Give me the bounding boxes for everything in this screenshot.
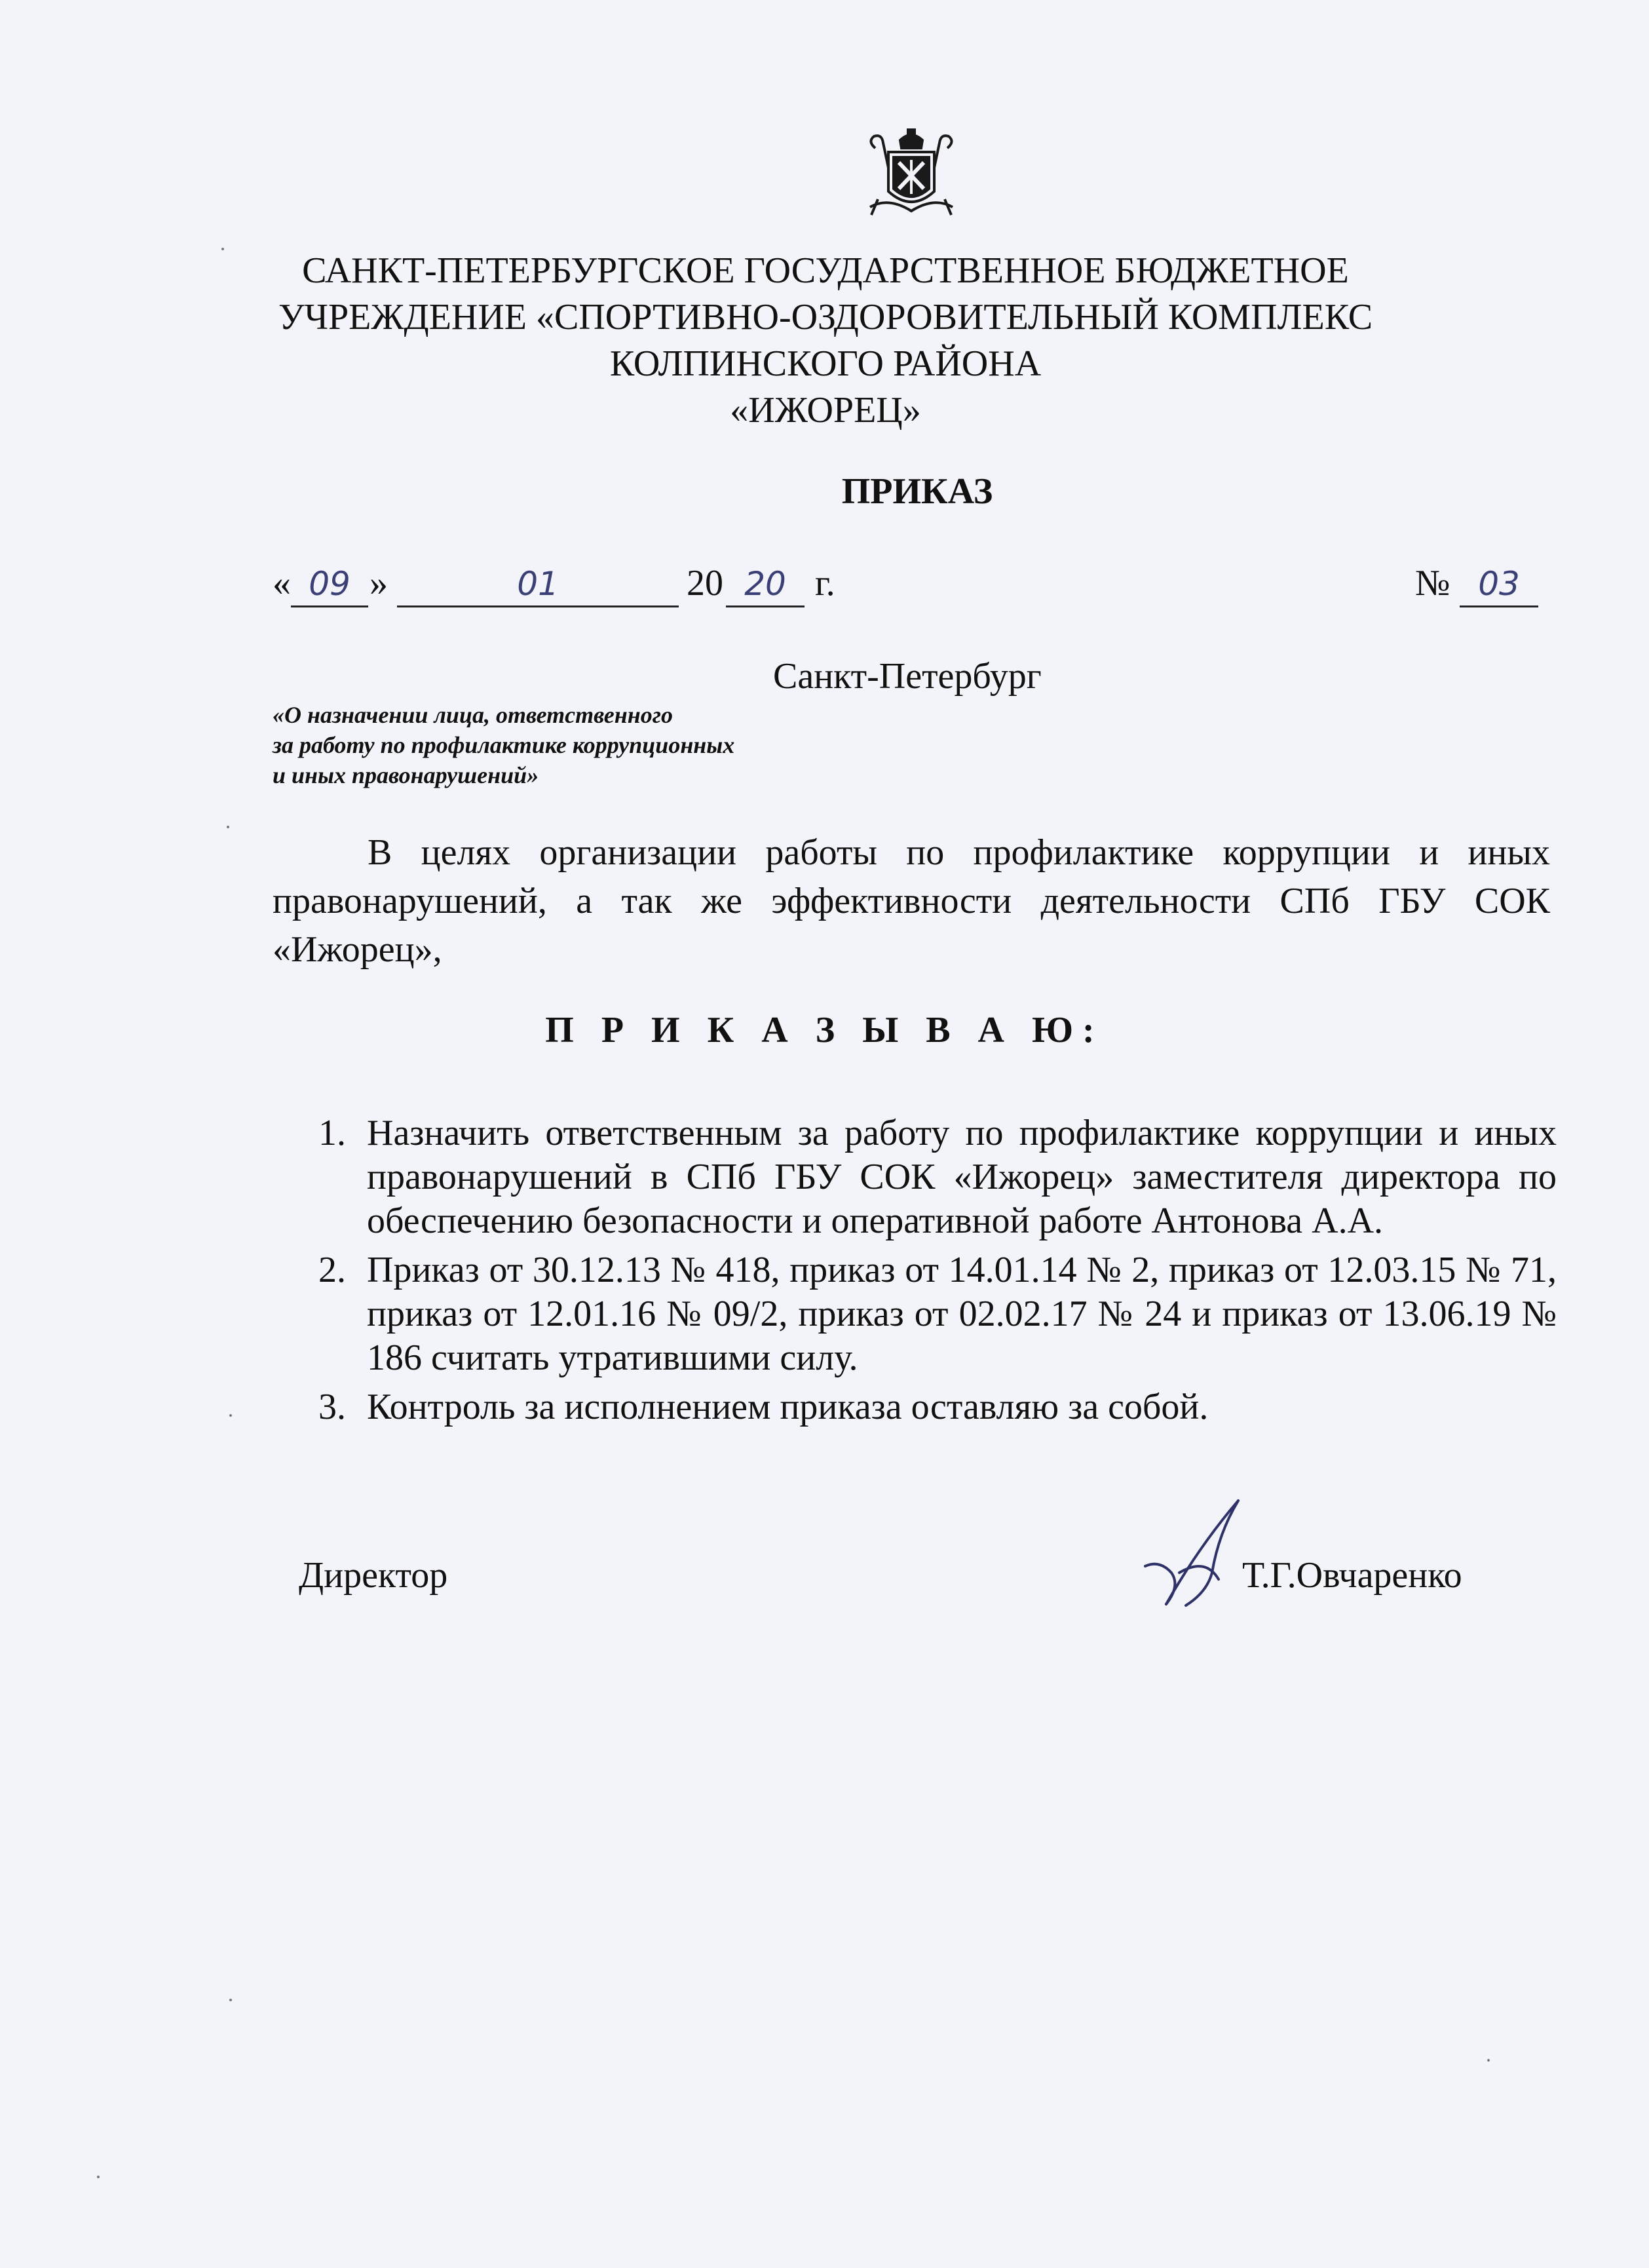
order-directive: П Р И К А З Ы В А Ю:	[545, 1010, 1104, 1050]
scan-speck	[229, 1414, 232, 1417]
coat-of-arms-emblem	[862, 128, 960, 220]
city: Санкт-Петербург	[773, 656, 1042, 697]
scan-speck	[221, 248, 224, 250]
scan-speck	[97, 2176, 100, 2178]
organization-name	[249, 248, 1402, 434]
date-year-prefix: 20	[687, 563, 723, 604]
date-year-field	[726, 562, 805, 607]
item-number: 1.	[318, 1113, 346, 1153]
order-items-list	[318, 1111, 1557, 1434]
scan-speck	[229, 1999, 232, 2001]
date-day-field	[291, 562, 368, 607]
date-year-suffix: 20	[744, 565, 786, 603]
item-text: Приказ от 30.12.13 № 418, приказ от 14.01.14 № 2, приказ от 12.03.15 № 71, приказ от 12.01.16 № 09/2, приказ от 02.02.17 № 24 и приказ от 13.06.19 № 186 считать утратившими силу.	[367, 1250, 1557, 1378]
date-open-quote: «	[273, 563, 291, 604]
date-year-unit: г.	[815, 563, 835, 604]
org-line: «ИЖОРЕЦ»	[730, 390, 921, 431]
order-number-field	[1460, 562, 1538, 607]
order-number: 03	[1478, 565, 1520, 603]
subject-line: за работу по профилактике коррупционных	[273, 732, 735, 758]
date-month-field	[397, 562, 679, 607]
date-number-line	[273, 562, 1544, 615]
scan-speck	[227, 826, 229, 828]
date-day: 09	[309, 565, 351, 603]
org-line: КОЛПИНСКОГО РАЙОНА	[609, 343, 1042, 384]
subject-line: «О назначении лица, ответственного	[273, 702, 673, 728]
date-month: 01	[517, 565, 559, 603]
item-text: Назначить ответственным за работу по профилактике коррупции и иных правонарушений в СПб ГБУ СОК «Ижорец» заместителя директора по обеспечению безопасности и оперативной работе Антонова А.А.	[367, 1113, 1557, 1241]
number-label: №	[1415, 563, 1450, 604]
date-close-quote: »	[370, 563, 388, 604]
scan-speck	[1487, 2059, 1490, 2062]
signer-name: Т.Г.Овчаренко	[1242, 1555, 1462, 1596]
list-item	[318, 1111, 1557, 1243]
item-number: 2.	[318, 1250, 346, 1290]
document-title: ПРИКАЗ	[841, 471, 993, 512]
list-item	[318, 1385, 1557, 1429]
intro-paragraph: В целях организации работы по профилактике коррупции и иных правонарушений, а так же эффективности деятельности СПб ГБУ СОК «Ижорец»,	[273, 832, 1550, 970]
item-number: 3.	[318, 1387, 346, 1427]
list-item	[318, 1248, 1557, 1380]
order-subject	[273, 700, 734, 790]
signer-position: Директор	[299, 1555, 448, 1596]
org-line: САНКТ-ПЕТЕРБУРГСКОЕ ГОСУДАРСТВЕННОЕ БЮДЖЕТНОЕ	[302, 250, 1349, 291]
item-text: Контроль за исполнением приказа оставляю за собой.	[367, 1387, 1209, 1427]
org-line: УЧРЕЖДЕНИЕ «СПОРТИВНО-ОЗДОРОВИТЕЛЬНЫЙ КОМПЛЕКС	[278, 297, 1373, 337]
subject-line: и иных правонарушений»	[273, 762, 539, 788]
